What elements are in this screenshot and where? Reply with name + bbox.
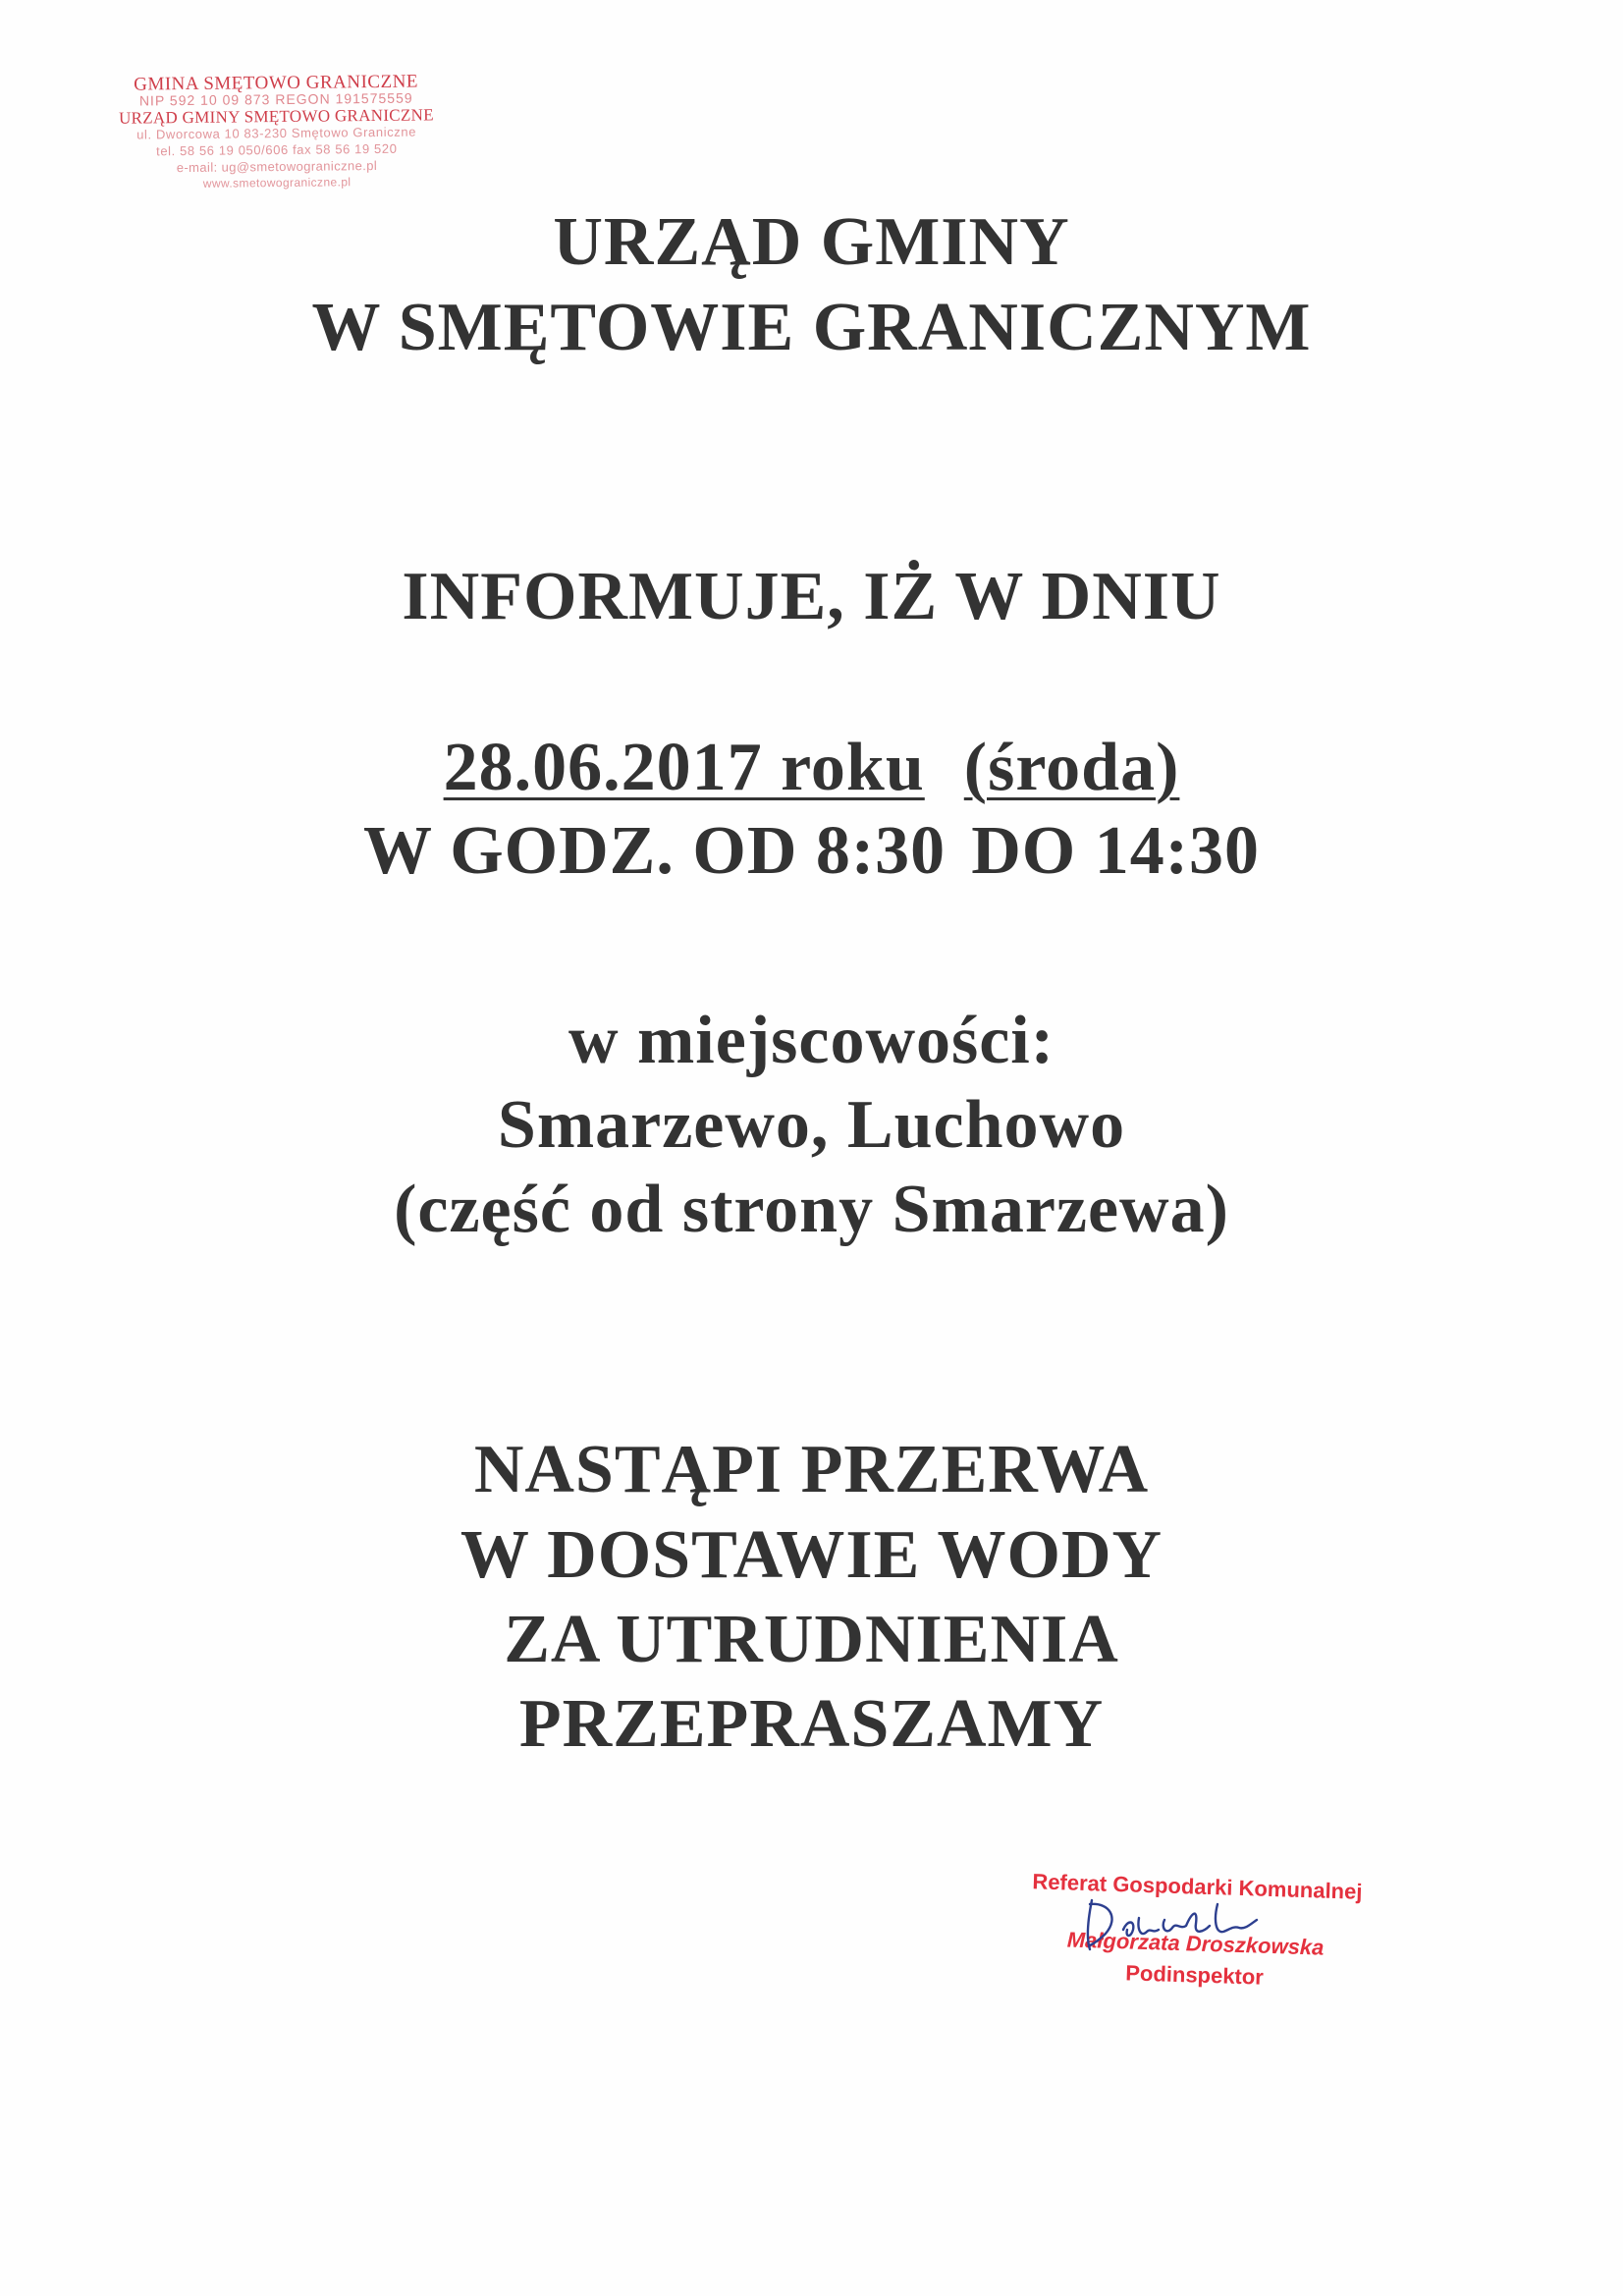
message-line3: ZA UTRUDNIENIA <box>504 1602 1119 1677</box>
location-names: Smarzewo, Luchowo <box>497 1087 1126 1163</box>
office-name-line2: W SMĘTOWIE GRANICZNYM <box>311 290 1312 365</box>
stamp-line: URZĄD GMINY SMĘTOWO GRANICZNE <box>118 105 434 128</box>
department-text: Referat Gospodarki Komunalnej <box>1032 1869 1363 1904</box>
stamp-line: NIP 592 10 09 873 REGON 191575559 <box>138 89 413 109</box>
signatory-position: Podinspektor <box>1124 1960 1265 1990</box>
hours-end: DO 14:30 <box>971 813 1260 889</box>
stamp-line: www.smetowograniczne.pl <box>202 175 352 191</box>
message-line2: W DOSTAWIE WODY <box>460 1517 1163 1593</box>
signatory-name: Małgorzata Droszkowska <box>1066 1927 1325 1960</box>
weekday-text: (środa) <box>963 730 1180 805</box>
date-block <box>444 730 1180 805</box>
stamp-line: tel. 58 56 19 050/606 fax 58 56 19 520 <box>156 140 398 159</box>
stamp-line: ul. Dworcowa 10 83-230 Smętowo Graniczne <box>136 124 417 142</box>
stamp-line: GMINA SMĘTOWO GRANICZNE <box>134 71 419 95</box>
message-line4: PRZEPRASZAMY <box>518 1686 1105 1762</box>
hours-start: W GODZ. OD 8:30 <box>363 813 947 889</box>
office-stamp <box>94 73 459 193</box>
message-line1: NASTĄPI PRZERWA <box>473 1432 1150 1507</box>
handwritten-signature-icon <box>1070 1890 1267 1959</box>
location-note: (część od strony Smarzewa) <box>394 1172 1229 1247</box>
stamp-line: e-mail: ug@smetowograniczne.pl <box>176 157 378 176</box>
office-name-line1: URZĄD GMINY <box>553 204 1070 280</box>
informs-heading: INFORMUJE, IŻ W DNIU <box>402 559 1221 634</box>
hours-line <box>0 810 1623 893</box>
date-text: 28.06.2017 roku <box>443 730 925 805</box>
date-line <box>0 727 1623 809</box>
location-label: w miejscowości: <box>568 1003 1055 1078</box>
